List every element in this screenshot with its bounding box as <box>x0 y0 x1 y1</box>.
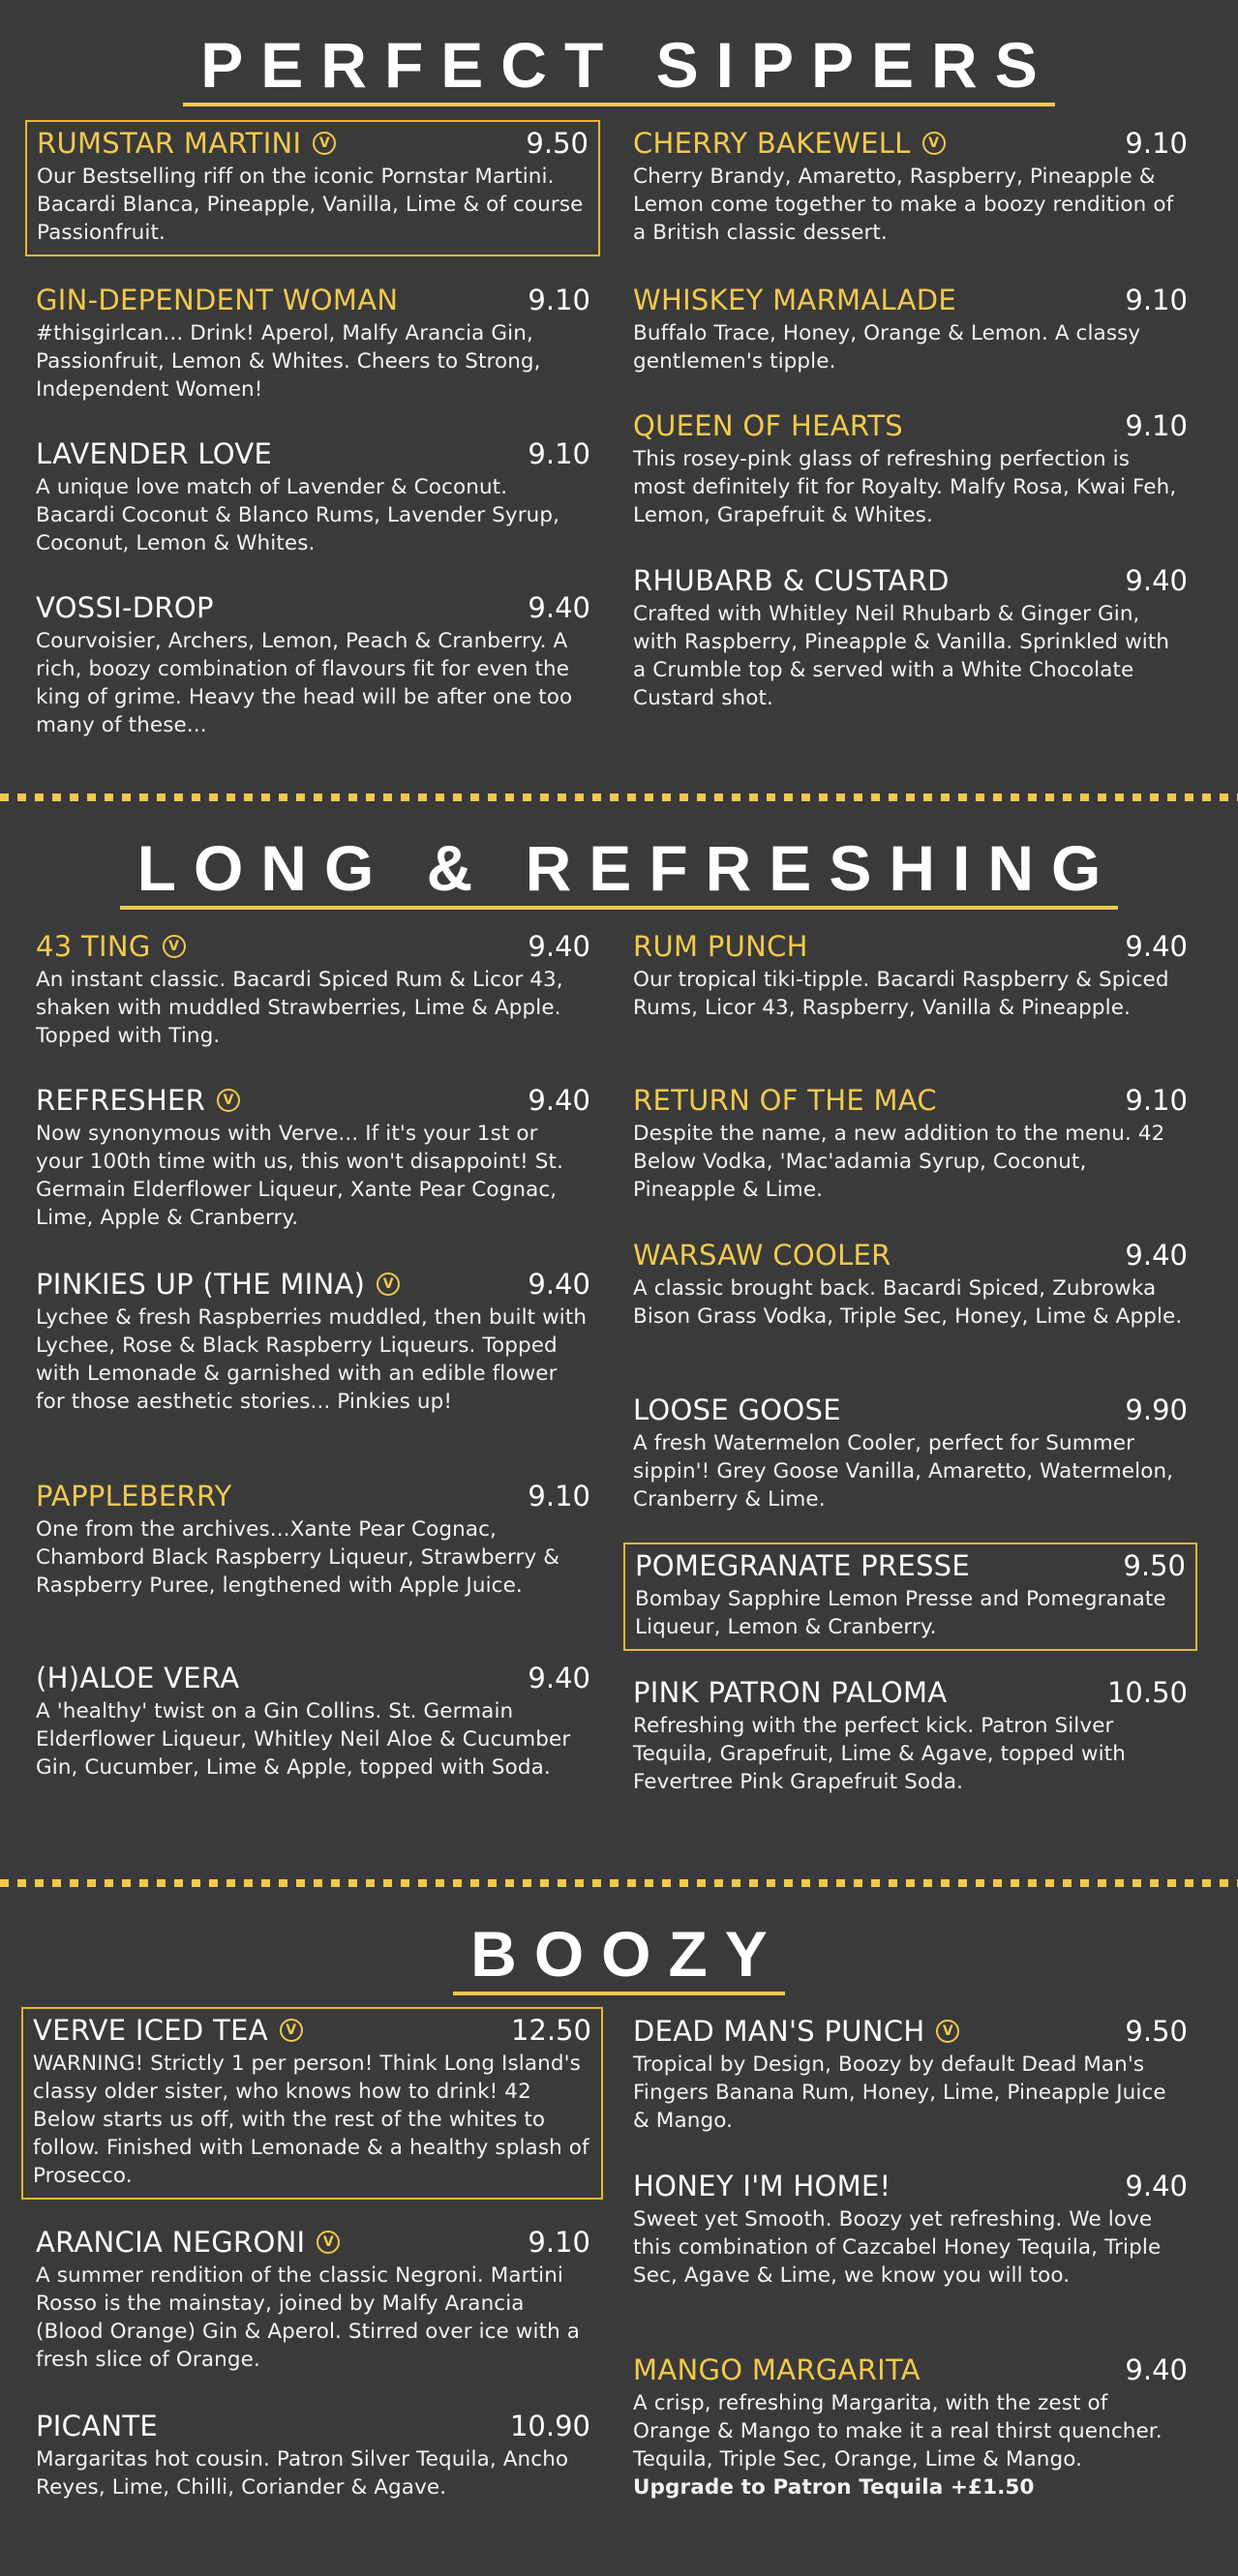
item-price: 9.10 <box>528 284 590 316</box>
menu-item-return-of-the-mac <box>633 1085 1188 1204</box>
item-description: A fresh Watermelon Cooler, perfect for Summer sippin'! Grey Goose Vanilla, Amaretto, Watermelon, Cranberry & Lime. <box>633 1431 1174 1512</box>
item-name: POMEGRANATE PRESSE <box>635 1549 970 1582</box>
item-name: RUM PUNCH <box>633 930 808 963</box>
item-description: Lychee & fresh Raspberries muddled, then built with Lychee, Rose & Black Raspberry Liqueurs. Topped with Lemonade & garnished with an edible flower for those aesthetic stories... Pinkies up! <box>36 1305 588 1414</box>
item-description: This rosey-pink glass of refreshing perfection is most definitely fit for Royalty. Malfy Rosa, Kwai Feh, Lemon, Grapefruit & Whites. <box>633 447 1177 527</box>
item-description: Now synonymous with Verve... If it's your 1st or your 100th time with us, this won't disappoint! St. Germain Elderflower Liqueur, Xante Pear Cognac, Lime, Apple & Cranberry. <box>36 1122 564 1230</box>
item-description: Crafted with Whitley Neil Rhubarb & Ginger Gin, with Raspberry, Pineapple & Vanilla. Sprinkled with a Crumble top & served with a White Chocolate Custard shot. <box>633 602 1170 710</box>
v-badge-icon: V <box>377 1273 400 1296</box>
item-description: Sweet yet Smooth. Boozy yet refreshing. We love this combination of Cazcabel Honey Tequila, Triple Sec, Agave & Lime, we know you will too. <box>633 2207 1162 2288</box>
item-description: A summer rendition of the classic Negroni. Martini Rosso is the mainstay, joined by Malfy Arancia (Blood Orange) Gin & Aperol. Stirred over ice with a fresh slice of Orange. <box>36 2263 581 2372</box>
menu-item-gin-dependent-woman <box>36 285 590 404</box>
item-price: 9.10 <box>1125 1084 1188 1117</box>
menu-item-43-ting <box>36 931 590 1050</box>
item-description: Buffalo Trace, Honey, Orange & Lemon. A classy gentlemen's tipple. <box>633 321 1141 374</box>
item-name: REFRESHER <box>36 1084 206 1117</box>
menu-item-queen-of-hearts <box>633 410 1188 529</box>
v-badge-icon: V <box>163 935 186 958</box>
item-description: Courvoisier, Archers, Lemon, Peach & Cranberry. A rich, boozy combination of flavours fit for even the king of grime. Heavy the head will be after one too many of these... <box>36 629 573 737</box>
v-badge-icon: V <box>217 1089 240 1112</box>
dotted-divider <box>0 794 1238 801</box>
item-name: RETURN OF THE MAC <box>633 1084 937 1117</box>
item-description: Our Bestselling riff on the iconic Pornstar Martini. Bacardi Blanca, Pineapple, Vanilla, Lime & of course Passionfruit. <box>37 165 584 245</box>
menu-item-honey-im-home <box>633 2171 1188 2290</box>
item-price: 9.40 <box>1125 2353 1188 2386</box>
item-description: WARNING! Strictly 1 per person! Think Long Island's classy older sister, who knows how to drink! 42 Below starts us off, with the rest of the whites to follow. Finished with Lemonade & a healthy splash of Prosecco. <box>33 2052 589 2188</box>
menu-item-pinkies-up <box>36 1269 590 1416</box>
menu-item-pink-patron-paloma <box>633 1677 1188 1796</box>
item-name: QUEEN OF HEARTS <box>633 409 903 442</box>
item-price: 9.10 <box>1125 409 1188 442</box>
v-badge-icon: V <box>280 2019 303 2042</box>
item-name: WHISKEY MARMALADE <box>633 284 956 316</box>
item-name: RHUBARB & CUSTARD <box>633 564 950 597</box>
item-price: 9.40 <box>1125 1239 1188 1272</box>
item-price: 9.10 <box>528 2226 590 2259</box>
item-price: 9.10 <box>528 437 590 470</box>
item-price: 9.10 <box>1125 127 1188 160</box>
menu-item-vossi-drop <box>36 592 590 739</box>
item-price: 12.50 <box>510 2014 591 2047</box>
menu-item-arancia-negroni <box>36 2227 590 2374</box>
menu-item-rumstar-martini <box>25 120 600 256</box>
menu-item-rum-punch <box>633 931 1188 1022</box>
upgrade-note: Upgrade to Patron Tequila +£1.50 <box>633 2475 1035 2500</box>
item-name: RUMSTAR MARTINI <box>37 127 302 160</box>
menu-item-refresher <box>36 1085 590 1232</box>
item-description: #thisgirlcan... Drink! Aperol, Malfy Arancia Gin, Passionfruit, Lemon & Whites. Cheers to Strong, Independent Women! <box>36 321 541 402</box>
item-price: 9.90 <box>1125 1393 1188 1426</box>
item-price: 10.90 <box>509 2410 590 2442</box>
item-name: VERVE ICED TEA <box>33 2014 268 2047</box>
v-badge-icon: V <box>936 2020 959 2043</box>
menu-item-mango-margarita <box>633 2354 1188 2501</box>
v-badge-icon: V <box>922 132 946 155</box>
item-name: CHERRY BAKEWELL <box>633 127 911 160</box>
v-badge-icon: V <box>317 2231 340 2254</box>
item-price: 9.40 <box>528 1084 590 1117</box>
item-name: (H)ALOE VERA <box>36 1662 240 1694</box>
item-description: An instant classic. Bacardi Spiced Rum & Licor 43, shaken with muddled Strawberries, Lime & Apple. Topped with Ting. <box>36 968 563 1048</box>
item-description: Our tropical tiki-tipple. Bacardi Raspberry & Spiced Rums, Licor 43, Raspberry, Vanilla & Pineapple. <box>633 968 1169 1020</box>
menu-item-picante <box>36 2411 590 2501</box>
item-name: LOOSE GOOSE <box>633 1393 841 1426</box>
menu-item-rhubarb-custard <box>633 565 1188 712</box>
menu-item-whiskey-marmalade <box>633 285 1188 375</box>
item-name: 43 TING <box>36 930 151 963</box>
item-description: A 'healthy' twist on a Gin Collins. St. Germain Elderflower Liqueur, Whitley Neil Aloe & Cucumber Gin, Cucumber, Lime & Apple, topped with Soda. <box>36 1699 571 1780</box>
item-name: DEAD MAN'S PUNCH <box>633 2015 925 2048</box>
item-description: A crisp, refreshing Margarita, with the zest of Orange & Mango to make it a real thirst quencher. Tequila, Triple Sec, Orange, Lime & Mango. Upgrade to Patron Tequila +£1.50 <box>633 2389 1188 2501</box>
item-price: 9.10 <box>1125 284 1188 316</box>
item-description: Cherry Brandy, Amaretto, Raspberry, Pineapple & Lemon come together to make a boozy rendition of a British classic dessert. <box>633 165 1174 245</box>
item-name: PINK PATRON PALOMA <box>633 1676 948 1709</box>
item-price: 9.40 <box>528 1268 590 1301</box>
item-price: 9.40 <box>1125 564 1188 597</box>
item-name: LAVENDER LOVE <box>36 437 273 470</box>
item-description: Refreshing with the perfect kick. Patron Silver Tequila, Grapefruit, Lime & Agave, topped with Fevertree Pink Grapefruit Soda. <box>633 1714 1126 1794</box>
dotted-divider <box>0 1879 1238 1887</box>
menu-item-haloe-vera <box>36 1662 590 1782</box>
item-price: 9.50 <box>1125 2015 1188 2048</box>
menu-item-pappleberry <box>36 1481 590 1600</box>
item-price: 9.40 <box>528 1662 590 1694</box>
item-description: A unique love match of Lavender & Coconut. Bacardi Coconut & Blanco Rums, Lavender Syrup, Coconut, Lemon & Whites. <box>36 475 560 555</box>
menu-item-dead-mans-punch <box>633 2016 1188 2135</box>
item-name: VOSSI-DROP <box>36 591 214 624</box>
item-name: WARSAW COOLER <box>633 1239 891 1272</box>
item-description: Margaritas hot cousin. Patron Silver Tequila, Ancho Reyes, Lime, Chilli, Coriander & Agave. <box>36 2447 569 2500</box>
item-description: A classic brought back. Bacardi Spiced, Zubrowka Bison Grass Vodka, Triple Sec, Honey, Lime & Apple. <box>633 1276 1183 1329</box>
menu-item-pomegranate-presse <box>623 1543 1197 1651</box>
menu-item-verve-iced-tea <box>21 2007 603 2200</box>
item-description: Tropical by Design, Boozy by default Dead Man's Fingers Banana Rum, Honey, Lime, Pineapple Juice & Mango. <box>633 2052 1166 2133</box>
item-price: 9.40 <box>1125 2170 1188 2202</box>
menu-item-lavender-love <box>36 438 590 557</box>
menu-item-cherry-bakewell <box>633 128 1188 247</box>
item-name: PICANTE <box>36 2410 158 2442</box>
menu-item-warsaw-cooler <box>633 1240 1188 1331</box>
section-title-boozy: BOOZY <box>0 1922 1238 1995</box>
item-name: HONEY I'M HOME! <box>633 2170 891 2202</box>
item-price: 10.50 <box>1106 1676 1188 1709</box>
item-name: GIN-DEPENDENT WOMAN <box>36 284 399 316</box>
item-price: 9.40 <box>1125 930 1188 963</box>
item-price: 9.40 <box>528 930 590 963</box>
item-description: Bombay Sapphire Lemon Presse and Pomegranate Liqueur, Lemon & Cranberry. <box>635 1587 1166 1639</box>
menu-item-loose-goose <box>633 1394 1188 1513</box>
item-price: 9.50 <box>526 127 589 160</box>
item-price: 9.10 <box>528 1480 590 1513</box>
section-title-long-refreshing: LONG & REFRESHING <box>0 836 1238 910</box>
item-description: Despite the name, a new addition to the menu. 42 Below Vodka, 'Mac'adamia Syrup, Coconut, Pineapple & Lime. <box>633 1122 1165 1202</box>
item-description: One from the archives...Xante Pear Cognac, Chambord Black Raspberry Liqueur, Strawberry & Raspberry Puree, lengthened with Apple Juice. <box>36 1517 560 1598</box>
section-title-perfect-sippers: PERFECT SIPPERS <box>0 33 1238 106</box>
item-name: PAPPLEBERRY <box>36 1480 232 1513</box>
item-name: PINKIES UP (THE MINA) <box>36 1268 366 1301</box>
item-price: 9.50 <box>1123 1549 1186 1582</box>
item-name: MANGO MARGARITA <box>633 2353 921 2386</box>
v-badge-icon: V <box>313 132 336 155</box>
item-price: 9.40 <box>528 591 590 624</box>
item-name: ARANCIA NEGRONI <box>36 2226 306 2259</box>
